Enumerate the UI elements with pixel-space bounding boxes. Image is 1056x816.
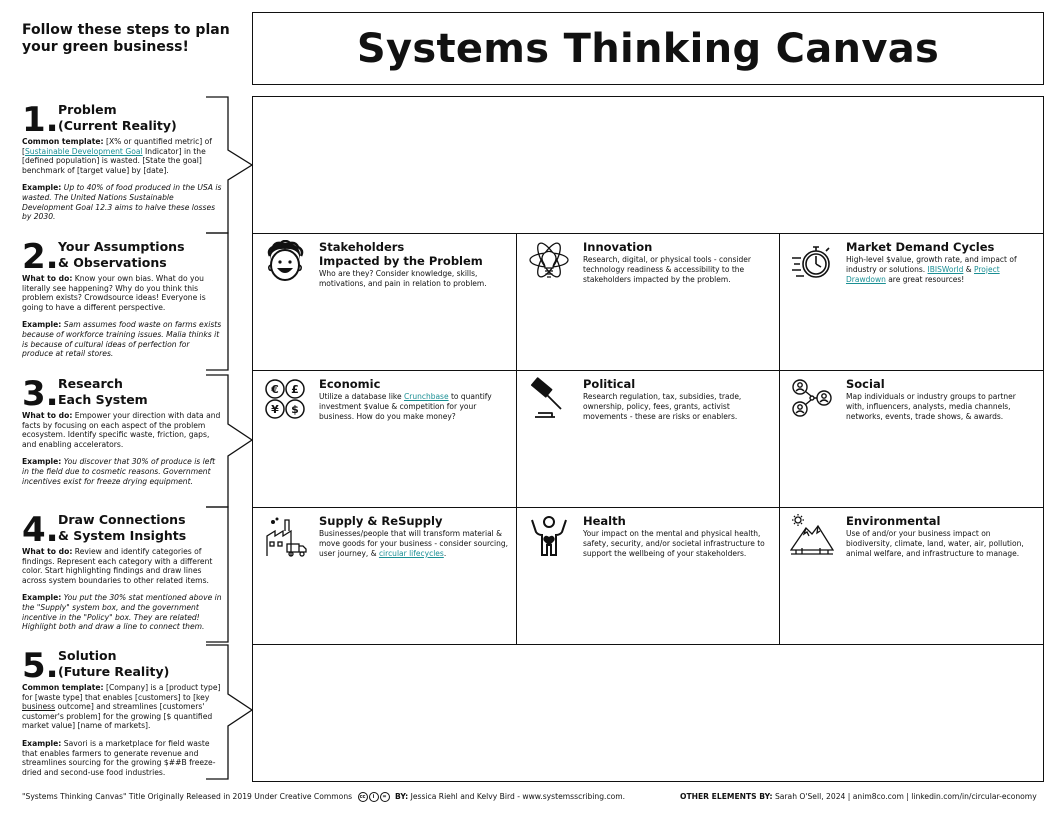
- step-assumptions: [22, 238, 222, 359]
- step-number: 4.: [22, 510, 59, 550]
- step-solution: [22, 647, 222, 777]
- cell-innovation[interactable]: [517, 234, 779, 370]
- svg-text:¥: ¥: [271, 403, 279, 416]
- lightbulb-atom-icon: [527, 240, 571, 284]
- cell-environmental[interactable]: [780, 508, 1042, 644]
- step-connections: [22, 511, 222, 632]
- step-title: Solution (Future Reality): [58, 648, 170, 679]
- circular-lifecycles-link[interactable]: circular lifecycles: [378, 548, 444, 558]
- cell-title: Economic: [319, 377, 381, 391]
- step-title: Problem (Current Reality): [58, 102, 177, 133]
- cell-description: Research regulation, tax, subsidies, trade, ownership, policy, fees, grants, activist movements - these are risks or enablers.: [583, 392, 742, 421]
- step-title: Your Assumptions & Observations: [58, 239, 185, 270]
- cell-title: Stakeholders Impacted by the Problem: [319, 240, 483, 268]
- svg-text:$: $: [291, 403, 299, 416]
- step-number: 1.: [22, 100, 59, 140]
- footer-credits-right: OTHER ELEMENTS BY: Sarah O'Sell, 2024 | anim8co.com | linkedin.com/in/circular-economy: [680, 792, 1037, 801]
- step-research: [22, 375, 222, 486]
- cell-description: Utilize a database like Crunchbase to quantify investment $value & competition for your business. How do you make money?: [319, 392, 492, 421]
- creative-commons-icon: cc i =: [358, 792, 390, 802]
- cell-title: Social: [846, 377, 885, 391]
- cell-description: Research, digital, or physical tools - consider technology readiness & accessibility to the stakeholders impacted by the problem.: [583, 255, 751, 284]
- currency-coins-icon: [263, 377, 307, 421]
- step-body: Common template: [X% or quantified metric] of [Sustainable Development Goal Indicator] in the [defined population] is wasted. [State the goal] benchmark of [target value] by [date]. Example: Up to 40% of food produced in the USA is wasted. The United Nations Sustainable Development Goal 12.3 aims to halve these losses by 2030.: [22, 137, 222, 222]
- mountain-landscape-icon: [790, 514, 834, 558]
- cell-title: Market Demand Cycles: [846, 240, 995, 254]
- step-body: What to do: Empower your direction with data and facts by focusing on each aspect of the problem ecosystem. Identify specific waste, friction, gaps, and enabling accelerators. Example: You discover that 30% of produce is left in the field due to cosmetic reasons. Government incentives exist for freeze drying equipment.: [22, 411, 221, 486]
- solution-area[interactable]: [253, 645, 1043, 781]
- cell-description: Use of and/or your business impact on biodiversity, climate, land, water, air, pollution, animal welfare, and infrastructure to manage.: [846, 529, 1024, 558]
- problem-area[interactable]: [253, 97, 1043, 233]
- step-title: Draw Connections & System Insights: [58, 512, 187, 543]
- stopwatch-icon: [790, 240, 834, 284]
- svg-text:£: £: [291, 383, 299, 396]
- step-number: 5.: [22, 646, 59, 686]
- cell-political[interactable]: [517, 371, 779, 507]
- step-body: What to do: Know your own bias. What do you literally see happening? Why do you think this problem exists? Crowdsource ideas! Everyone is going to have a different perspective. Example: Sam assumes food waste on farms exists because of workforce training issues. Malia thinks it is because of cultural ideas of perfection for produce at retail stores.: [22, 274, 222, 359]
- cell-title: Innovation: [583, 240, 653, 254]
- step-body: Common template: [Company] is a [product type] for [waste type] that enables [customers] to [key business outcome] and streamlines [customers' customer's problem] for the growing [$ quantified market value] [name of markets]. Example: Savori is a marketplace for field waste that enables farmers to generate revenue and streamlines sourcing for the growing $##B freeze-dried and second-use food industries.: [22, 683, 221, 777]
- cell-supply[interactable]: [253, 508, 515, 644]
- sdg-link[interactable]: Sustainable Development Goal: [24, 146, 143, 156]
- title-box: [252, 12, 1044, 85]
- page-title: Systems Thinking Canvas: [356, 25, 940, 72]
- cell-description: Map individuals or industry groups to partner with, influencers, analysts, media channels, networks, events, trade shows, & awards.: [846, 392, 1016, 421]
- step-number: 2.: [22, 237, 59, 277]
- canvas-grid: [252, 96, 1044, 782]
- cell-health[interactable]: [517, 508, 779, 644]
- person-heart-icon: [527, 514, 571, 558]
- footer-credits-left: "Systems Thinking Canvas" Title Originally Released in 2019 Under Creative Commons cc i = BY: Jessica Riehl and Kelvy Bird - www.systemsscribing.com.: [22, 792, 626, 801]
- step-title: Research Each System: [58, 376, 148, 407]
- stakeholder-face-icon: [263, 240, 307, 284]
- cell-title: Political: [583, 377, 636, 391]
- gavel-icon: [527, 377, 571, 421]
- factory-truck-icon: [263, 514, 307, 558]
- intro-heading: Follow these steps to plan your green business!: [22, 22, 230, 55]
- project-drawdown-link[interactable]: Project Drawdown: [846, 264, 1000, 284]
- cell-market-demand[interactable]: [780, 234, 1042, 370]
- cell-description: Your impact on the mental and physical health, safety, security, and/or societal infrastructure to support the wellbeing of your stakeholders.: [583, 529, 765, 558]
- cell-description: Businesses/people that will transform material & move goods for your business - consider sourcing, user journey, & circular lifecycles.: [319, 529, 509, 558]
- ibisworld-link[interactable]: IBISWorld: [927, 264, 964, 274]
- step-problem: [22, 101, 222, 222]
- cell-stakeholders[interactable]: [253, 234, 515, 370]
- cell-economic[interactable]: [253, 371, 515, 507]
- social-network-icon: [790, 377, 834, 421]
- cell-social[interactable]: [780, 371, 1042, 507]
- cell-title: Supply & ReSupply: [319, 514, 443, 528]
- step-number: 3.: [22, 374, 59, 414]
- cell-title: Environmental: [846, 514, 941, 528]
- cell-description: Who are they? Consider knowledge, skills, motivations, and pain in relation to problem.: [319, 269, 487, 288]
- step-body: What to do: Review and identify categories of findings. Represent each category with a different color. Start highlighting findings and draw lines across system boundaries to other related items. Example: You put the 30% stat mentioned above in the "Supply" system box, and the government incentive in the "Policy" box. They are related! Highlight both and draw a line to connect them.: [22, 547, 222, 632]
- svg-text:€: €: [271, 383, 279, 396]
- cell-description: High-level $value, growth rate, and impact of industry or solutions. IBISWorld & Project Drawdown are great resources!: [846, 255, 1017, 284]
- crunchbase-link[interactable]: Crunchbase: [404, 392, 449, 401]
- cell-title: Health: [583, 514, 626, 528]
